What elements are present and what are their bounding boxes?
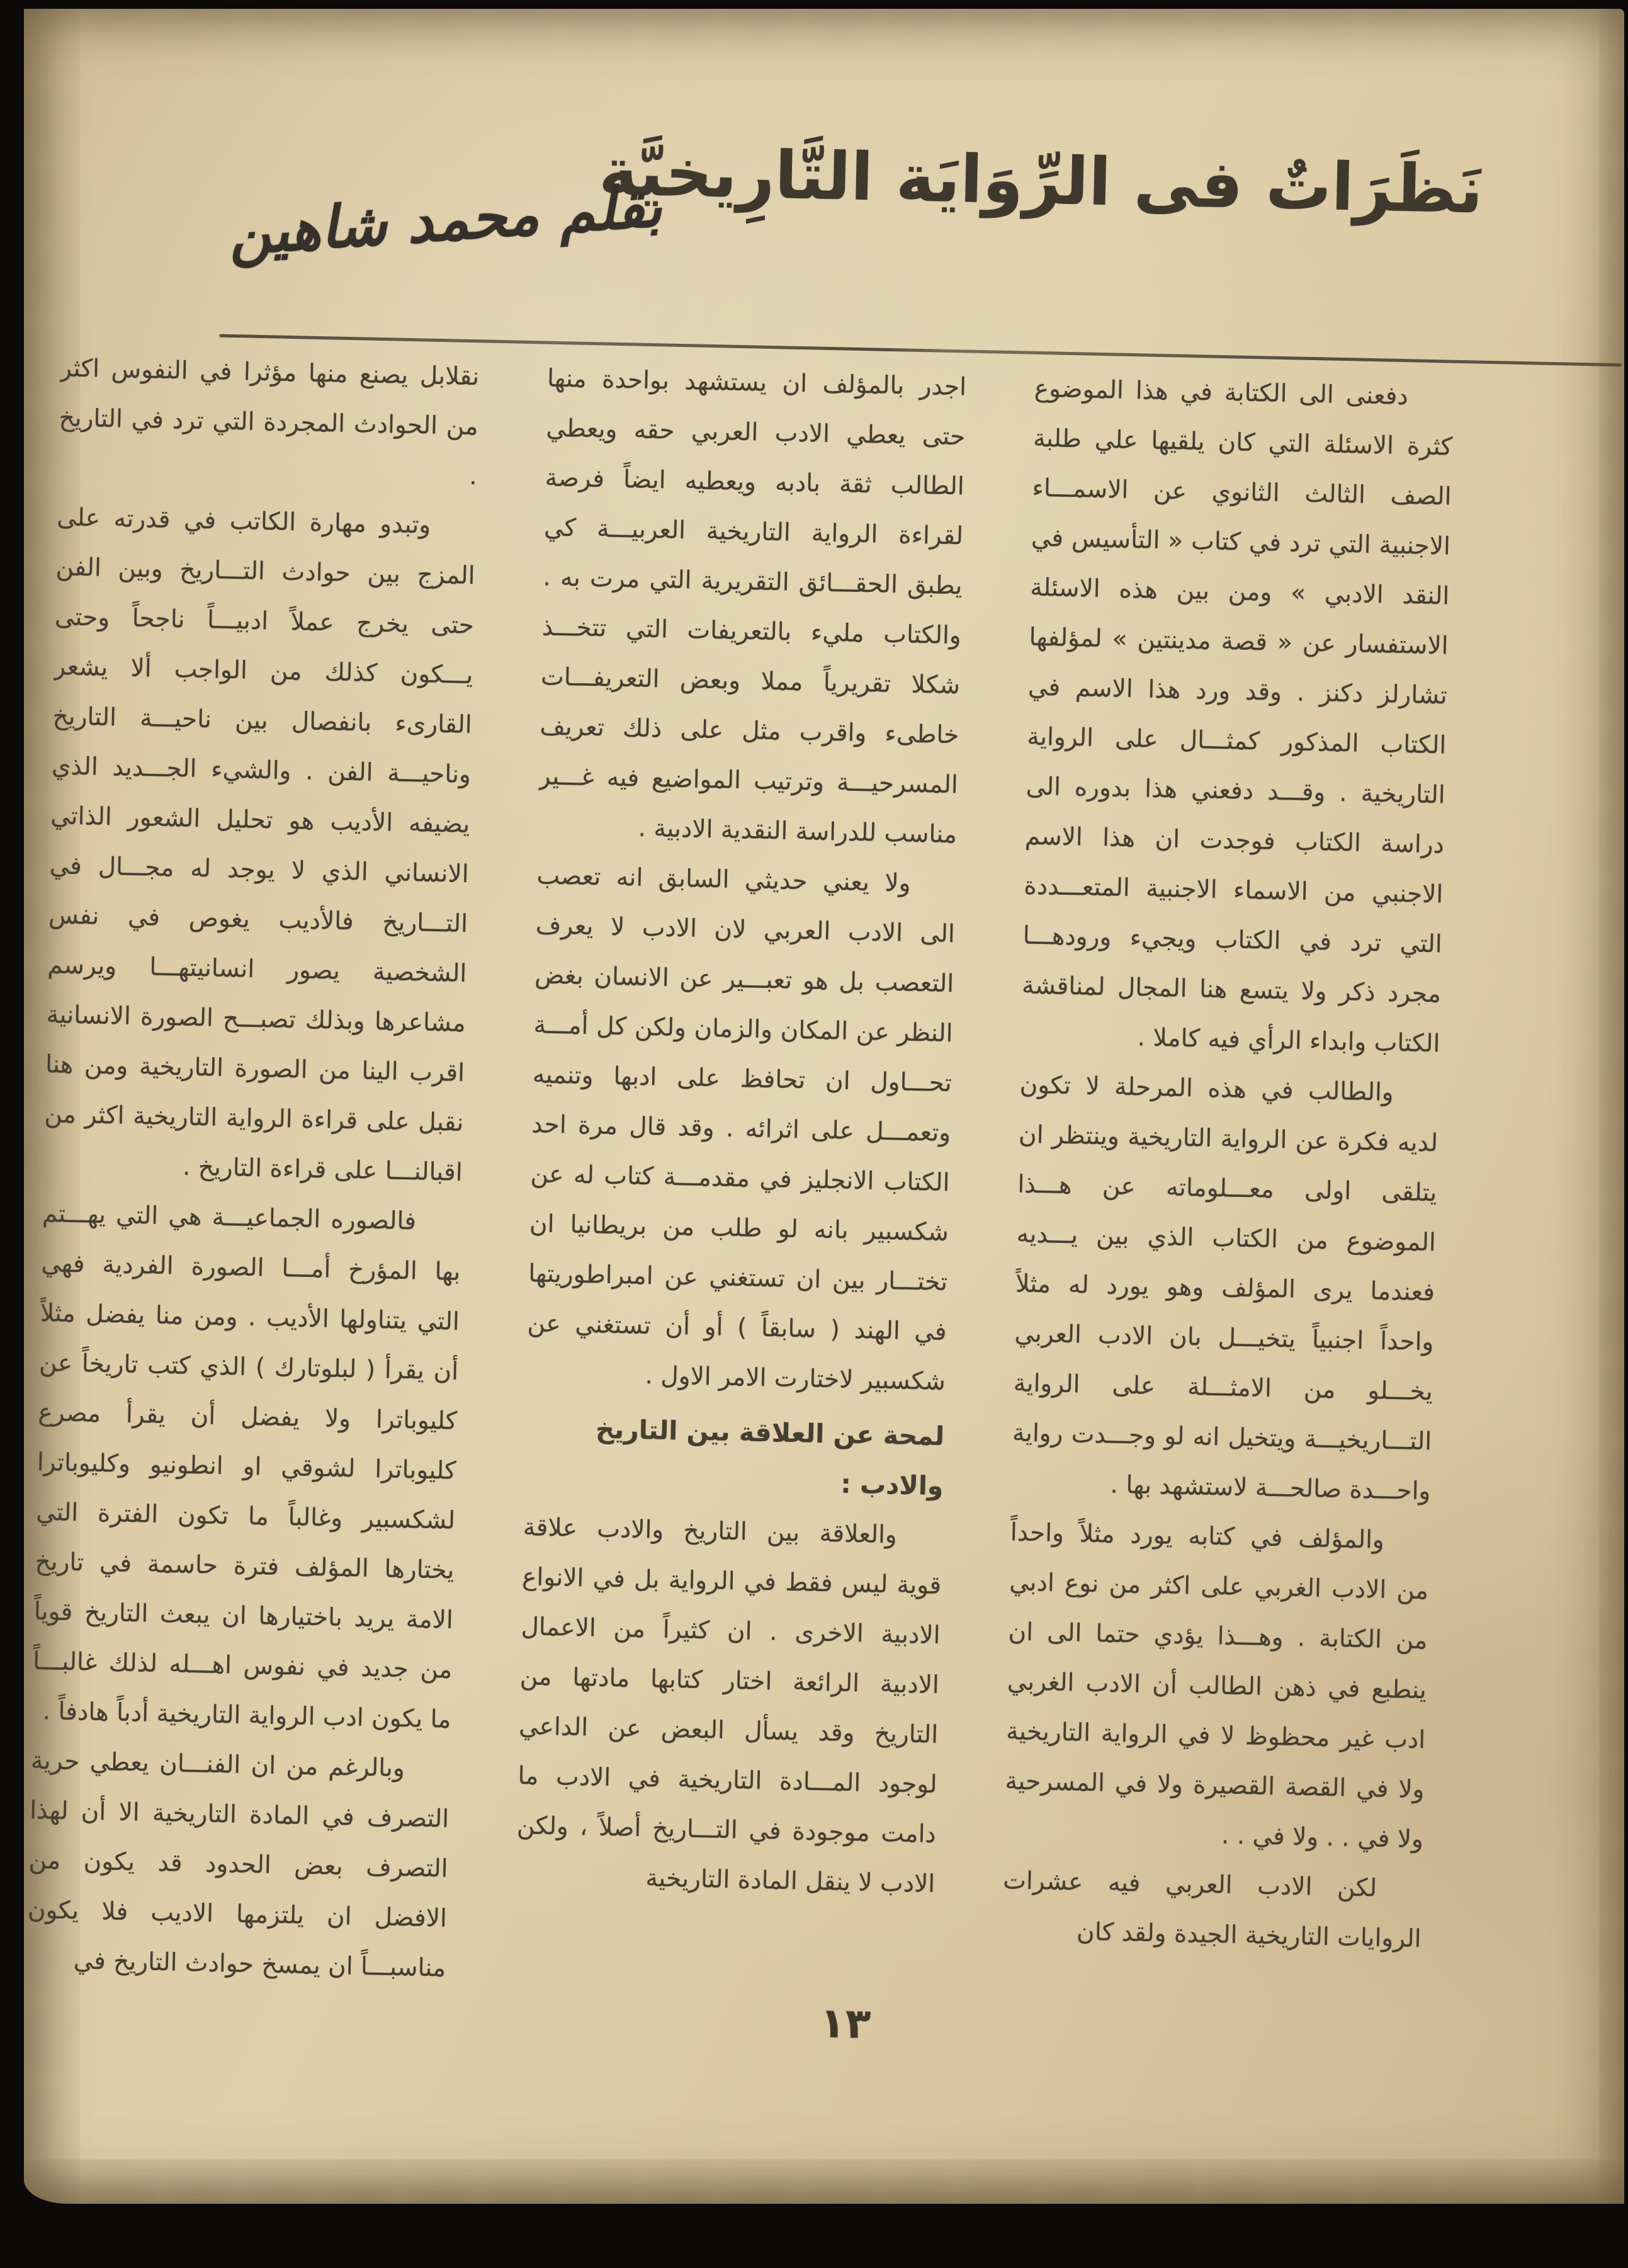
column-right [1000, 364, 1454, 2007]
page-number: ١٣ [819, 1999, 871, 2048]
paragraph: دفعنى الى الكتابة في هذا الموضوع كثرة الاسئلة التي كان يلقيها علي طلبة الصف الثالث الثانوي عن الاسمـــاء الاجنبية التي ترد في كتاب « التأسيس في النقد الادبي » ومن بين هذه الاسئلة الاستفسار عن « قصة مدينتين » لمؤلفها تشارلز دكنز . وقد ورد هذا الاسم في الكتاب المذكور كمثـــال على الرواية التاريخية . وقـــد دفعني هذا بدوره الى دراسة الكتاب فوجدت ان هذا الاسم الاجنبي من الاسماء الاجنبية المتعـــددة التي ترد في الكتاب ويجيء ورودهـــا مجرد ذكر ولا يتسع هنا المجال لمناقشة الكتاب وابداء الرأي فيه كاملا . [1021, 374, 1453, 1058]
paragraph: فالصوره الجماعيـــة هي التي يهـــتم بها المؤرخ أمـــا الصورة الفردية فهي التي يتناولها الأديب . ومن منا يفضل مثلاً أن يقرأ ( لبلوتارك ) الذي كتب تاريخاً عن كليوباترا ولا يفضل أن يقرأ مصرع كليوباترا لشوقي او انطونيو وكليوباترا لشكسبير وغالباً ما تكون الفترة التي يختارها المؤلف فترة حاسمة في تاريخ الامة يريد باختيارها ان يبعث التاريخ قوياً من جديد في نفوس اهـــله لذلك غالبـــاً ما يكون ادب الرواية التاريخية أدباً هادفاً . [32, 1199, 461, 1734]
article-columns [26, 343, 1454, 2007]
paragraph: والعلاقة بين التاريخ والادب علاقة قوية ليس فقط في الرواية بل في الانواع الادبية الاخرى . ان كثيراً من الاعمال الادبية الرائعة اختار كتابها مادتها من التاريخ وقد يسأل البعض عن الداعي لوجود المـــادة التاريخية في الادب ما دامت موجودة في التـــاريخ أصلاً ، ولكن الادب لا ينقل المادة التاريخية [516, 1513, 942, 1898]
paragraph: لكن الادب العربي فيه عشرات الروايات التاريخية الجيدة ولقد كان [1002, 1866, 1422, 1954]
section-heading: لمحة عن العلاقة بين التاريخ والادب : [595, 1414, 945, 1502]
column-middle [514, 354, 967, 1997]
paragraph: اجدر بالمؤلف ان يستشهد بواحدة منها حتى يعطي الادب العربي حقه ويعطي الطالب ثقة بادبه ويعطيه ايضاً فرصة لقراءة الرواية التاريخية العربيـــة كي يطبق الحقـــائق التقريرية التي مرت به . والكتاب مليء بالتعريفات التي تتخـــذ شكلا تقريرياً مملا وبعض التعريفـــات خاطىء واقرب مثل على ذلك تعريف المسرحيـــة وترتيب المواضيع فيه غـــير مناسب للدراسة النقدية الادبية . [538, 364, 967, 849]
paragraph: والطالب في هذه المرحلة لا تكون لديه فكرة عن الرواية التاريخية وينتظر ان يتلقى اولى معـــلوماته عن هـــذا الموضوع من الكتاب الذي بين يـــديه فعندما يرى المؤلف وهو يورد له مثلاً واحداً اجنبياً يتخيـــل بان الادب العربي يخـــلو من الامثـــلة على الرواية التـــاريخيـــة ويتخيل انه لو وجـــدت رواية واحـــدة صالحـــة لاستشهد بها . [1012, 1070, 1439, 1506]
paragraph: والمؤلف في كتابه يورد مثلاً واحداً من الادب الغربي على اكثر من نوع ادبي من الكتابة . وهـــذا يؤدي حتما الى ان ينطبع في ذهن الطالب أن الادب الغربي ادب غير محظوظ لا في الرواية التاريخية ولا في القصة القصيرة ولا في المسرحية ولا في . . ولا في . . [1005, 1518, 1429, 1854]
article-title: نَظَرَاتٌ فى الرِّوَايَة التَّارِيخيَّة [598, 133, 1484, 229]
paragraph: نقلابل يصنع منها مؤثرا في النفوس اكثر من الحوادث المجردة التي ترد في التاريخ . [59, 354, 480, 491]
paragraph: وتبدو مهارة الكاتب في قدرته على المزج بين حوادث التـــاريخ وبين الفن حتى يخرج عملاً ادبيـــاً ناجحاً وحتى يـــكون كذلك من الواجب ألا يشعر القارىء بانفصال بين ناحيـــة التاريخ وناحيـــة الفن . والشيء الجـــديد الذي يضيفه الأديب هو تحليل الشعور الذاتي الانساني الذي لا يوجد له مجـــال في التـــاريخ فالأديب يغوص في نفس الشخصية يصور انسانيتهـــا ويرسم مشاعرها وبذلك تصبـــح الصورة الانسانية اقرب الينا من الصورة التاريخية ومن هنا نقبل على قراءة الرواية التاريخية اكثر من اقبالنـــا على قراءة التاريخ . [43, 503, 475, 1187]
paragraph: وبالرغم من ان الفنـــان يعطي حرية التصرف في المادة التاريخية الا أن لهذا التصرف بعض الحدود قد يكون من الافضل ان يلتزمها الاديب فلا يكون مناسبـــاً ان يمسخ حوادث التاريخ في [27, 1746, 449, 1983]
paragraph: ولا يعني حديثي السابق انه تعصب الى الادب العربي لان الادب لا يعرف التعصب بل هو تعبـــير عن الانسان بغض النظر عن المكان والزمان ولكن كل أمـــة تحـــاول ان تحافظ على ادبها وتنميه وتعمـــل على اثرائه . وقد قال مرة احد الكتاب الانجليز في مقدمـــة كتاب له عن شكسبير بانه لو طلب من بريطانيا ان تختـــار بين ان تستغني عن امبراطوريتها في الهند ( سابقاً ) أو أن تستغني عن شكسبير لاختارت الامر الاول . [527, 861, 956, 1397]
byline: بقلم محمد شاهين [226, 172, 664, 268]
column-left [26, 343, 480, 1986]
scanned-page [24, 9, 1624, 2204]
printed-content [1, 0, 1628, 2220]
